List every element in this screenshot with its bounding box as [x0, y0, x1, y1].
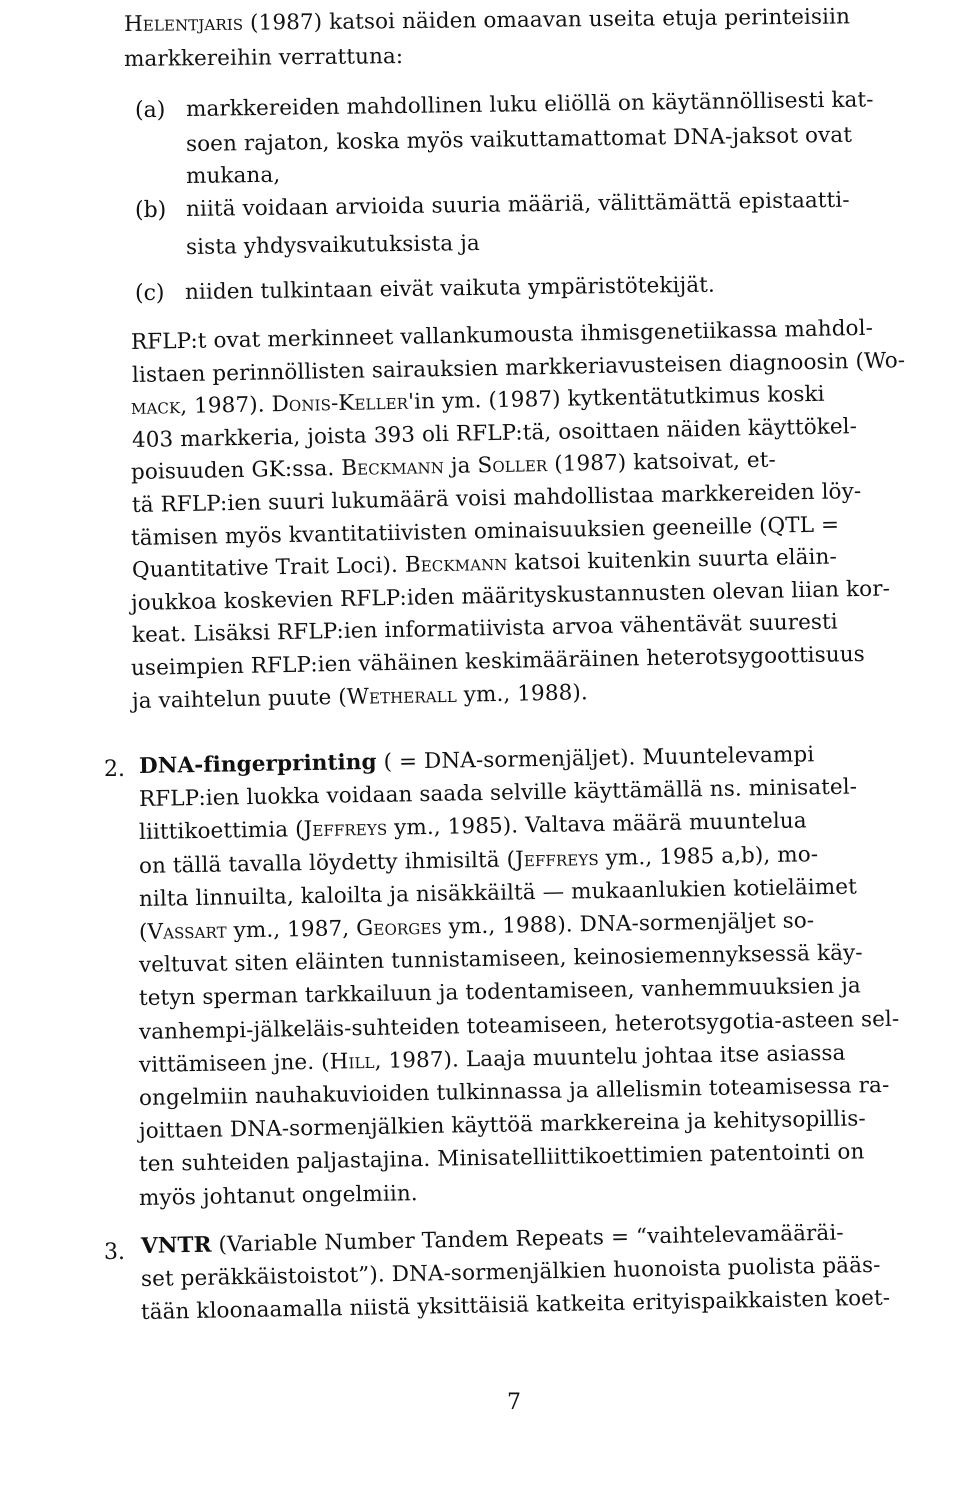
- text-run: markkereiden mahdollinen luku eliöllä on käytännöllisesti kat-: [185, 87, 874, 122]
- text-run: liittikoettimia (: [138, 817, 304, 846]
- author-name: Jeffreys: [303, 816, 388, 843]
- text-run: tetyn sperman tarkkailuun ja todentamiseen, vanhemmuuksien ja: [138, 973, 862, 1012]
- text-run: joukkoa koskevien RFLP:iden määrityskustannusten olevan liian kor-: [130, 576, 891, 616]
- author-name: Soller: [477, 452, 548, 479]
- author-name: mack: [130, 394, 181, 421]
- text-run: , 1987).: [180, 392, 272, 420]
- text-run: ym., 1988). DNA-sormenjäljet so-: [441, 908, 815, 940]
- author-name: Georges: [355, 914, 442, 942]
- text-run: ym., 1985 a,b), mo-: [598, 841, 819, 871]
- sub-item-marker: (b): [135, 198, 167, 223]
- text-run: veltuvat siten eläinten tunnistamiseen, keinosiemennyksessä käy-: [138, 940, 863, 979]
- sub-item-line: [186, 85, 874, 125]
- author-name: Helentjaris: [123, 10, 244, 37]
- author-name: Beckmann: [341, 454, 445, 482]
- text-run: niiden tulkintaan eivät vaikuta ympäristötekijät.: [184, 272, 716, 305]
- text-run: on tällä tavalla löydetty ihmisiltä (: [138, 847, 516, 879]
- text-run: tä RFLP:ien suuri lukumäärä voisi mahdollistaa markkereiden löy-: [131, 479, 862, 518]
- text-run: vanhempi-jälkeläis-suhteiden toteamiseen, heterotsygotia-asteen sel-: [138, 1006, 900, 1045]
- text-run: ym., 1988).: [456, 679, 589, 708]
- author-name: Jeffreys: [514, 845, 599, 873]
- item-number: 3.: [104, 1240, 125, 1265]
- text-run: mukana,: [185, 162, 281, 189]
- text-run: ( = DNA-sormenjäljet). Muuntelevampi: [376, 742, 815, 775]
- text-run: (: [138, 919, 148, 945]
- text-run: (Variable Number Tandem Repeats = “vaihtelevamääräi-: [211, 1220, 844, 1258]
- text-run: ym., 1987,: [226, 916, 357, 944]
- text-run: poisuuden GK:ssa.: [130, 456, 342, 486]
- text-run: tämisen myös kvantitatiivisten ominaisuuksien geeneille (QTL =: [130, 511, 840, 551]
- item-number: 2.: [104, 757, 125, 782]
- text-run: soen rajaton, koska myös vaikuttamattomat DNA-jaksot ovat: [185, 122, 853, 157]
- text-run: joittaen DNA-sormenjälkien käyttöä markkereina ja kehitysopillis-: [138, 1106, 866, 1145]
- author-name: Beckmann: [404, 550, 508, 578]
- text-run: (1987) katsoivat, et-: [547, 448, 777, 478]
- text-run: ym., 1985). Valtava määrä muuntelua: [386, 808, 807, 842]
- text-run: keat. Lisäksi RFLP:ien informatiivista arvoa vähentävät suuresti: [131, 609, 839, 649]
- text-run: ongelmiin nauhakuvioiden tulkinnassa ja allelismin toteamisessa ra-: [138, 1072, 890, 1111]
- text-run: , 1987). Laaja muuntelu johtaa itse asiassa: [374, 1040, 846, 1074]
- text-run: set peräkkäistoistot”). DNA-sormenjälkien huonoista puolista pääs-: [140, 1252, 881, 1292]
- text-run: Quantitative Trait Loci).: [131, 552, 406, 584]
- item-heading: DNA-fingerprinting: [138, 749, 377, 779]
- text-run: vittämiseen jne. (: [138, 1049, 330, 1078]
- text-run: 'in ym. (1987) kytkentätutkimus koski: [407, 381, 825, 415]
- sub-item-marker: (a): [135, 98, 166, 123]
- text-run: katsoi kuitenkin suurta eläin-: [507, 544, 838, 576]
- sub-item-line: [186, 186, 850, 225]
- intro-line: [124, 42, 404, 75]
- text-run: nilta linnuilta, kaloilta ja nisäkkäiltä — mukaanlukien kotieläimet: [138, 874, 858, 912]
- text-run: RFLP:ien luokka voidaan saada selville käyttämällä ns. minisatel-: [138, 774, 858, 813]
- text-run: ten suhteiden paljastajina. Minisatelliittikoettimien patentointi on: [138, 1139, 865, 1178]
- text-run: 403 markkeria, joista 393 oli RFLP:tä, osoittaen näiden käyttökel-: [131, 413, 858, 453]
- text-run: ja: [443, 453, 478, 480]
- text-run: listaen perinnöllisten sairauksien markkeriavusteisen diagnoosin (Wo-: [131, 347, 906, 388]
- sub-item-line: [186, 121, 852, 160]
- text-run: markkereihin verrattuna:: [123, 44, 404, 72]
- paragraph-line: [139, 1179, 418, 1214]
- paragraph-line: [132, 678, 588, 717]
- text-run: useimpien RFLP:ien vähäinen keskimääräinen heterotsygoottisuus: [130, 641, 866, 681]
- text-run: sista yhdysvaikutuksista ja: [185, 230, 480, 260]
- text-run: tään kloonaamalla niistä yksittäisiä katkeita erityispaikkaisten koet-: [140, 1285, 891, 1325]
- sub-item-line: [186, 229, 480, 263]
- author-name: Donis-Keller: [271, 389, 409, 418]
- author-name: Wetherall: [346, 682, 458, 710]
- text-run: RFLP:t ovat merkinneet vallankumousta ihmisgenetiikassa mahdol-: [130, 315, 874, 355]
- text-run: (1987) katsoi näiden omaavan useita etuja perinteisiin: [243, 4, 851, 36]
- intro-line: [124, 2, 850, 40]
- sub-item-marker: (c): [135, 281, 165, 306]
- text-run: myös johtanut ongelmiin.: [138, 1180, 418, 1211]
- text-run: niitä voidaan arvioida suuria määriä, välittämättä epistaatti-: [185, 187, 850, 222]
- item-heading: VNTR: [140, 1232, 212, 1259]
- page-number: 7: [507, 1390, 521, 1415]
- sub-item-line: [186, 161, 281, 192]
- author-name: Vassart: [147, 918, 227, 945]
- author-name: Hill: [329, 1048, 375, 1075]
- text-run: ja vaihtelun puute (: [131, 684, 348, 714]
- sub-item-line: [185, 271, 715, 308]
